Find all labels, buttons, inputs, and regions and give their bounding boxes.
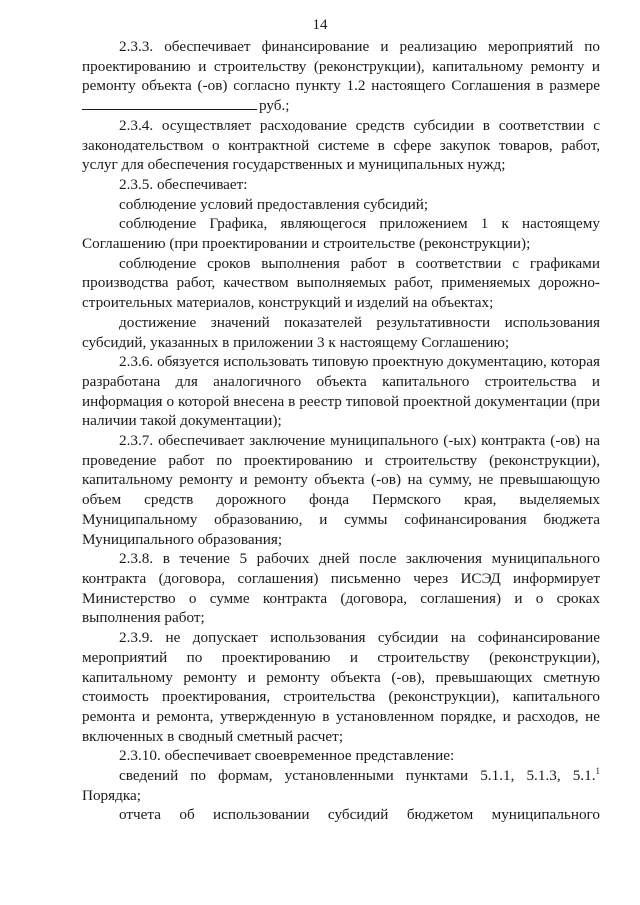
paragraph-2-3-3-tail: руб.;	[259, 97, 290, 115]
paragraph-deadlines: соблюдение сроков выполнения работ в соответствии с графиками производства работ, качеством выполняемых работ, применяемых дорожно-строительных материалов, конструкций и изделий на объектах;	[82, 254, 600, 312]
paragraph-forms-text: сведений по формам, установленными пунктами 5.1.1, 5.1.3, 5.1.	[119, 767, 596, 785]
paragraph-schedule: соблюдение Графика, являющегося приложением 1 к настоящему Соглашению (при проектировании и строительстве (реконструкции);	[82, 215, 600, 253]
paragraph-2-3-9: 2.3.9. не допускает использования субсидии на софинансирование мероприятий по проектированию и строительству (реконструкции), капитальному ремонту и ремонту объекта (-ов), превышающих сметную стоимость проектирования, строительства (реконструкции), капитального ремонта и ремонта, утвержденную в установленном порядке, и расходов, не включенных в сводный сметный расчет;	[82, 629, 600, 745]
paragraph-2-3-4: 2.3.4. осуществляет расходование средств субсидии в соответствии с законодательством о контрактной системе в сфере закупок товаров, работ, услуг для обеспечения государственных и муниципальных нужд;	[82, 116, 600, 174]
paragraph-report: отчета об использовании субсидий бюджетом муниципального	[119, 806, 600, 824]
footnote-superscript: 1	[595, 765, 600, 776]
paragraph-2-3-5: 2.3.5. обеспечивает:	[119, 175, 248, 193]
paragraph-2-3-6: 2.3.6. обязуется использовать типовую проектную документацию, которая разработана для аналогичного объекта капитального строительства и информация о которой внесена в реестр типовой проектной документации (при наличии такой документации);	[82, 353, 600, 430]
paragraph-forms	[82, 766, 600, 805]
document-body	[82, 37, 600, 825]
paragraph-2-3-3-text: 2.3.3. обеспечивает финансирование и реализацию мероприятий по проектированию и строительству (реконструкции), капитальному ремонту и ремонту объекта (-ов) согласно пункту 1.2 настоящего Соглашения в размере	[82, 38, 600, 95]
paragraph-2-3-3	[82, 37, 600, 116]
paragraph-2-3-10: 2.3.10. обеспечивает своевременное представление:	[119, 747, 455, 765]
paragraph-2-3-8: 2.3.8. в течение 5 рабочих дней после заключения муниципального контракта (договора, соглашения) письменно через ИСЭД информирует Министерство о сумме контракта (договора, соглашения) и о сроках выполнения работ;	[82, 550, 600, 627]
paragraph-2-3-7: 2.3.7. обеспечивает заключение муниципального (-ых) контракта (-ов) на проведение работ по проектированию и строительству (реконструкции), капитальному ремонту и ремонту объекта (-ов) на сумму, не превышающую объем средств дорожного фонда Пермского края, выделяемых Муниципальному образованию, и суммы софинансирования бюджета Муниципального образования;	[82, 432, 600, 548]
paragraph-indicators: достижение значений показателей результативности использования субсидий, указанных в приложении 3 к настоящему Соглашению;	[82, 313, 600, 351]
paragraph-conditions: соблюдение условий предоставления субсидий;	[119, 195, 429, 213]
paragraph-forms-tail: Порядка;	[82, 786, 141, 804]
amount-blank-line	[82, 97, 257, 110]
page-number: 14	[312, 17, 328, 33]
